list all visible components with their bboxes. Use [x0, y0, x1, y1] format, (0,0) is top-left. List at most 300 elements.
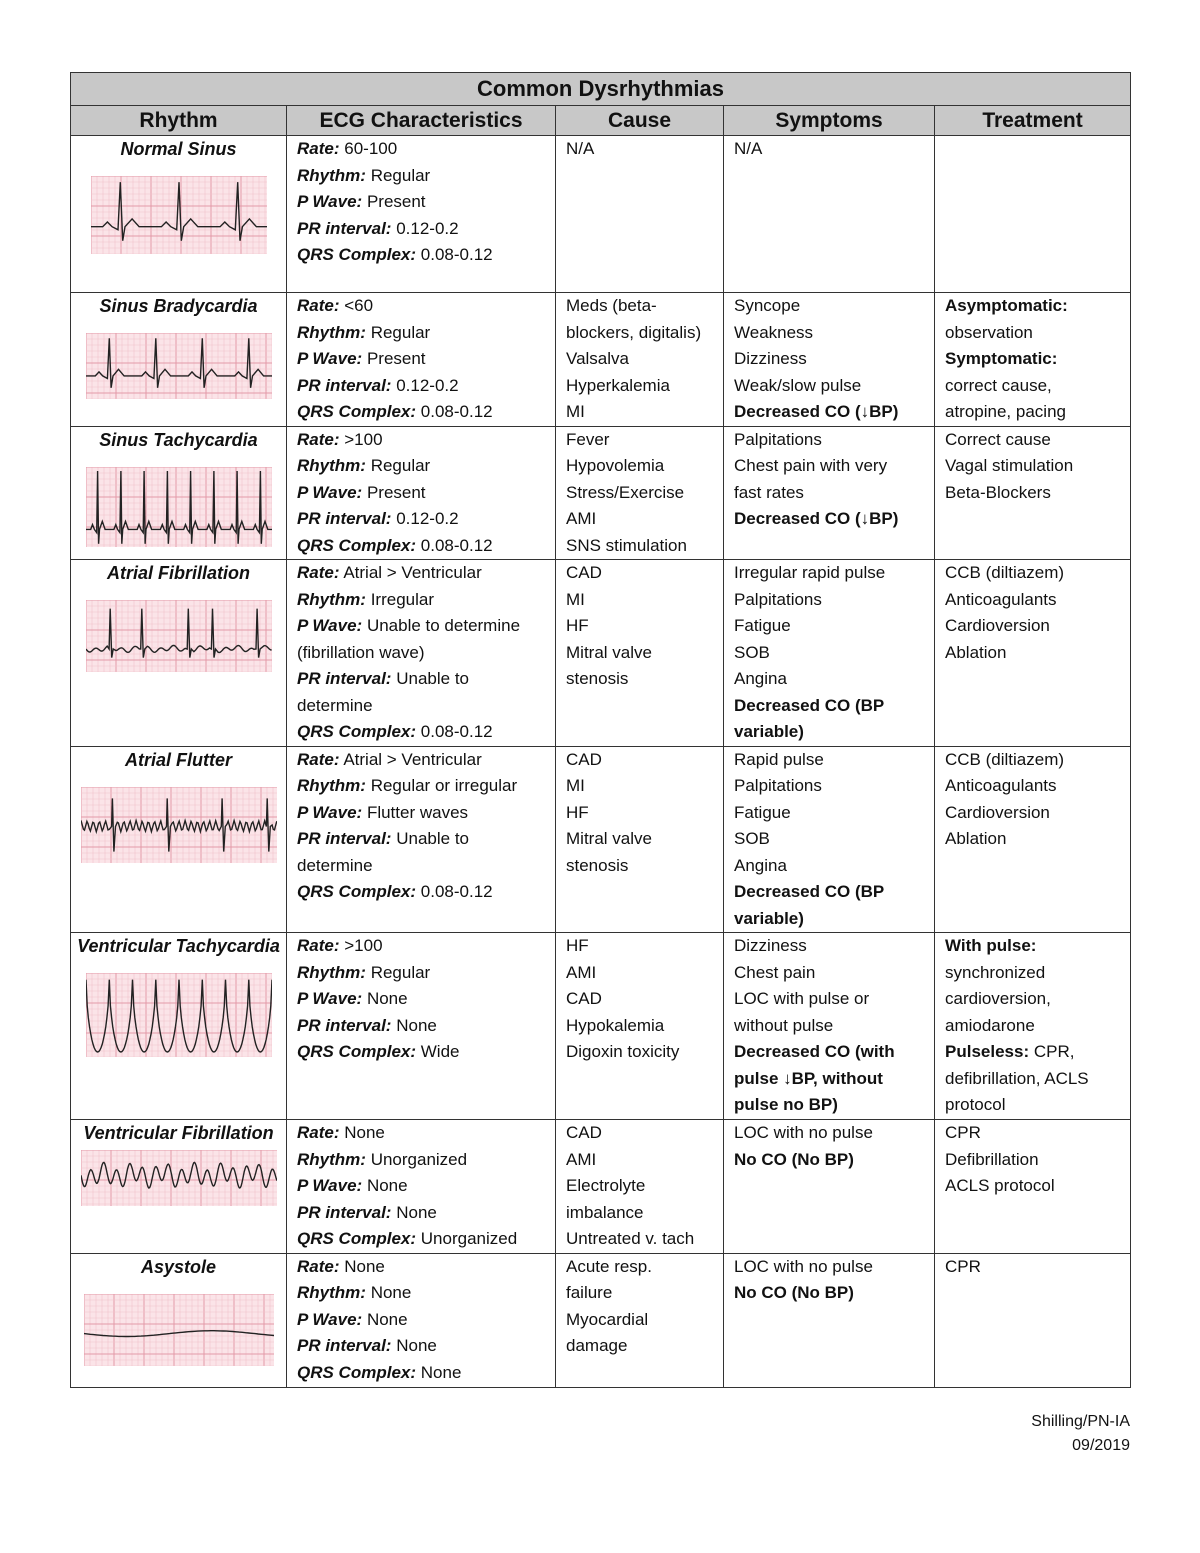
- cause-item: HF: [566, 616, 589, 635]
- qrs-complex-label: QRS Complex:: [297, 1042, 417, 1061]
- pr-interval-line: [297, 1333, 547, 1360]
- rate-label: Rate:: [297, 1256, 340, 1276]
- pr-interval-label: PR interval:: [297, 669, 392, 688]
- symptom-item: Chest pain: [734, 962, 816, 982]
- cause-item: SNS stimulation: [566, 535, 687, 555]
- p-wave-line: [297, 480, 547, 507]
- pr-interval-label: PR interval:: [297, 1202, 392, 1222]
- ecg-strip-sinus-brady: [86, 333, 272, 399]
- rate-line: [297, 747, 547, 774]
- cause-item: failure: [566, 1283, 613, 1302]
- rhythm-cell: [71, 293, 287, 427]
- pr-interval-label: PR interval:: [297, 509, 392, 528]
- p-wave-label: P Wave:: [297, 616, 363, 635]
- qrs-complex-line: [297, 533, 547, 560]
- cause-cell: [556, 560, 724, 747]
- treatment-text: correct cause,: [945, 375, 1052, 395]
- header-ecg-characteristics: ECG Characteristics: [287, 106, 556, 136]
- p-wave-label: P Wave:: [297, 989, 363, 1008]
- rhythm-name: Sinus Tachycardia: [99, 429, 258, 450]
- treatment-cell: [935, 560, 1131, 747]
- treatment-text: amiodarone: [945, 1015, 1035, 1035]
- symptom-item: SOB: [734, 829, 770, 848]
- rhythm-value: Irregular: [370, 589, 434, 609]
- p-wave-value: Present: [366, 349, 426, 368]
- symptoms-cell: [724, 560, 935, 747]
- pr-interval-value: None: [396, 1202, 437, 1222]
- rhythm-cell: [71, 426, 287, 560]
- treatment-item: [945, 480, 1122, 507]
- rate-value: >100: [344, 429, 383, 449]
- ecg-characteristics-cell: [287, 136, 556, 293]
- pr-interval-label: PR interval:: [297, 1015, 392, 1035]
- rhythm-label: Rhythm:: [297, 776, 366, 795]
- symptom-item-emphasis: No CO (No BP): [734, 1149, 854, 1169]
- rate-line: [297, 1254, 547, 1281]
- treatment-item: [945, 960, 1122, 987]
- rate-label: Rate:: [297, 749, 340, 769]
- symptom-item: Dizziness: [734, 349, 807, 368]
- rhythm-label: Rhythm:: [297, 962, 366, 982]
- cause-item: HF: [566, 936, 589, 955]
- rate-line: [297, 136, 547, 163]
- cause-cell: [556, 426, 724, 560]
- footer-author: Shilling/PN-IA: [1031, 1413, 1130, 1430]
- pr-interval-value: 0.12-0.2: [396, 509, 459, 528]
- cause-item: CAD: [566, 989, 602, 1008]
- pr-interval-value: None: [396, 1015, 437, 1035]
- symptoms-cell: [724, 293, 935, 427]
- treatment-item: [945, 1039, 1122, 1066]
- symptoms-cell: [724, 1253, 935, 1387]
- treatment-text: Vagal stimulation: [945, 456, 1074, 475]
- cause-item: Mitral valve: [566, 642, 652, 662]
- cause-cell: [556, 1120, 724, 1254]
- header-cause: Cause: [556, 106, 724, 136]
- cause-item: Myocardial: [566, 1309, 649, 1329]
- treatment-item: [945, 427, 1122, 454]
- treatment-item: [945, 1254, 1122, 1281]
- rhythm-name: Atrial Flutter: [124, 749, 232, 770]
- qrs-complex-value: 0.08-0.12: [420, 535, 493, 555]
- table-row: [71, 293, 1131, 427]
- treatment-text: Symptomatic:: [945, 349, 1058, 368]
- ecg-strip-sinus-tachy: [86, 467, 272, 547]
- p-wave-line: [297, 800, 547, 827]
- rate-value: 60-100: [344, 139, 398, 158]
- table-title: Common Dysrhythmias: [71, 73, 1131, 106]
- rate-line: [297, 427, 547, 454]
- treatment-item: [945, 560, 1122, 587]
- pr-interval-line: [297, 666, 547, 719]
- pr-interval-value: Unable to determine: [297, 669, 469, 715]
- ecg-strip-afib: [86, 600, 272, 672]
- p-wave-label: P Wave:: [297, 1176, 363, 1195]
- pr-interval-line: [297, 216, 547, 243]
- qrs-complex-line: [297, 879, 547, 906]
- treatment-cell: [935, 1120, 1131, 1254]
- symptom-item-emphasis: Decreased CO (↓BP): [734, 402, 899, 421]
- p-wave-line: [297, 346, 547, 373]
- qrs-complex-label: QRS Complex:: [297, 1362, 417, 1382]
- pr-interval-label: PR interval:: [297, 1336, 392, 1355]
- rhythm-label: Rhythm:: [297, 322, 366, 342]
- rhythm-cell: [71, 1253, 287, 1387]
- treatment-item: [945, 1066, 1122, 1093]
- treatment-text: observation: [945, 322, 1033, 342]
- p-wave-value: Flutter waves: [366, 802, 469, 822]
- treatment-text: Ablation: [945, 829, 1007, 848]
- rhythm-cell: [71, 746, 287, 933]
- rate-label: Rate:: [297, 429, 340, 449]
- qrs-complex-value: None: [420, 1362, 462, 1382]
- treatment-text: Ablation: [945, 642, 1007, 662]
- cause-item: AMI: [566, 962, 597, 982]
- rate-value: Atrial > Ventricular: [343, 563, 482, 582]
- ecg-characteristics-cell: [287, 746, 556, 933]
- symptom-item: Fatigue: [734, 802, 791, 822]
- treatment-cell: [935, 746, 1131, 933]
- rate-value: <60: [344, 296, 374, 315]
- treatment-item: [945, 373, 1122, 400]
- rhythm-line: [297, 960, 547, 987]
- symptom-item: SOB: [734, 642, 770, 662]
- treatment-cell: [935, 293, 1131, 427]
- treatment-text: Cardioversion: [945, 802, 1050, 822]
- symptom-item: Palpitations: [734, 776, 822, 795]
- cause-item: imbalance: [566, 1202, 644, 1222]
- symptom-item: Palpitations: [734, 429, 822, 449]
- rhythm-value: Regular: [370, 456, 431, 475]
- p-wave-value: Unable to determine (fibrillation wave): [297, 616, 521, 662]
- cause-item: MI: [566, 402, 585, 421]
- symptom-item: fast rates: [734, 482, 804, 502]
- pr-interval-label: PR interval:: [297, 218, 392, 238]
- qrs-complex-line: [297, 1360, 547, 1387]
- treatment-item: [945, 613, 1122, 640]
- symptom-item: Weak/slow pulse: [734, 375, 862, 395]
- p-wave-line: [297, 613, 547, 666]
- treatment-item: [945, 399, 1122, 426]
- table-row: [71, 1253, 1131, 1387]
- treatment-item: [945, 293, 1122, 320]
- rhythm-label: Rhythm:: [297, 589, 366, 609]
- rhythm-label: Rhythm:: [297, 456, 366, 475]
- treatment-text: Correct cause: [945, 429, 1051, 449]
- treatment-cell: [935, 933, 1131, 1120]
- treatment-text: ACLS protocol: [945, 1176, 1055, 1195]
- rate-label: Rate:: [297, 936, 340, 955]
- p-wave-value: None: [366, 1176, 408, 1195]
- treatment-item: [945, 587, 1122, 614]
- rate-line: [297, 1120, 547, 1147]
- rhythm-label: Rhythm:: [297, 165, 366, 185]
- p-wave-value: Present: [366, 192, 426, 211]
- p-wave-label: P Wave:: [297, 192, 363, 211]
- table-row: [71, 1120, 1131, 1254]
- rate-value: None: [344, 1256, 385, 1276]
- rhythm-cell: [71, 1120, 287, 1254]
- rhythm-value: Unorganized: [370, 1149, 468, 1169]
- treatment-item: [945, 1147, 1122, 1174]
- rate-label: Rate:: [297, 139, 340, 158]
- rhythm-line: [297, 773, 547, 800]
- treatment-text: CPR: [945, 1123, 981, 1142]
- rhythm-line: [297, 453, 547, 480]
- rate-line: [297, 933, 547, 960]
- rhythm-name: Normal Sinus: [120, 139, 237, 159]
- cause-item: Hypovolemia: [566, 456, 665, 475]
- treatment-text: With pulse:: [945, 936, 1037, 955]
- symptom-item-emphasis: variable): [734, 722, 804, 741]
- ecg-strip-asystole: [84, 1294, 274, 1366]
- cause-item: Hyperkalemia: [566, 375, 670, 395]
- footer-date: 09/2019: [1072, 1437, 1130, 1454]
- cause-cell: [556, 293, 724, 427]
- symptom-item: Angina: [734, 855, 787, 875]
- symptom-item-emphasis: Decreased CO (↓BP): [734, 509, 899, 528]
- symptom-item: LOC with pulse or: [734, 989, 870, 1008]
- rhythm-line: [297, 1280, 547, 1307]
- symptoms-cell: [724, 136, 935, 293]
- symptoms-cell: [724, 426, 935, 560]
- p-wave-line: [297, 1307, 547, 1334]
- treatment-text: CPR: [945, 1256, 981, 1276]
- rhythm-line: [297, 587, 547, 614]
- cause-item: Electrolyte: [566, 1176, 646, 1195]
- treatment-text-rest: CPR,: [1029, 1042, 1075, 1061]
- qrs-complex-label: QRS Complex:: [297, 535, 417, 555]
- footer: [1031, 1410, 1130, 1458]
- rhythm-name: Atrial Fibrillation: [106, 563, 250, 583]
- qrs-complex-value: 0.08-0.12: [420, 722, 493, 741]
- cause-cell: [556, 746, 724, 933]
- ecg-characteristics-cell: [287, 1120, 556, 1254]
- cause-item: HF: [566, 802, 589, 822]
- symptom-item-emphasis: pulse no BP): [734, 1095, 838, 1114]
- symptom-item: N/A: [734, 139, 763, 158]
- cause-item: blockers, digitalis): [566, 322, 702, 342]
- qrs-complex-value: 0.08-0.12: [420, 882, 493, 901]
- p-wave-line: [297, 986, 547, 1013]
- treatment-cell: [935, 426, 1131, 560]
- pr-interval-line: [297, 506, 547, 533]
- pr-interval-value: 0.12-0.2: [396, 218, 459, 238]
- symptoms-cell: [724, 933, 935, 1120]
- symptom-item: without pulse: [734, 1015, 834, 1035]
- cause-item: Acute resp.: [566, 1256, 652, 1276]
- qrs-complex-line: [297, 719, 547, 746]
- treatment-text: synchronized: [945, 962, 1046, 982]
- pr-interval-line: [297, 1200, 547, 1227]
- rhythm-line: [297, 1147, 547, 1174]
- symptoms-cell: [724, 1120, 935, 1254]
- qrs-complex-label: QRS Complex:: [297, 1229, 417, 1248]
- pr-interval-line: [297, 1013, 547, 1040]
- symptoms-cell: [724, 746, 935, 933]
- treatment-item: [945, 800, 1122, 827]
- rhythm-cell: [71, 560, 287, 747]
- treatment-text: Cardioversion: [945, 616, 1050, 635]
- treatment-text: Anticoagulants: [945, 589, 1057, 609]
- rhythm-cell: [71, 933, 287, 1120]
- symptom-item-emphasis: variable): [734, 908, 804, 928]
- cause-item: MI: [566, 589, 585, 609]
- treatment-text: defibrillation, ACLS: [945, 1068, 1089, 1088]
- header-symptoms: Symptoms: [724, 106, 935, 136]
- treatment-text: Anticoagulants: [945, 776, 1057, 795]
- cause-cell: [556, 1253, 724, 1387]
- rhythm-line: [297, 163, 547, 190]
- pr-interval-value: 0.12-0.2: [396, 375, 459, 395]
- cause-item: Valsalva: [566, 349, 629, 368]
- ecg-characteristics-cell: [287, 1253, 556, 1387]
- symptom-item: Irregular rapid pulse: [734, 563, 886, 582]
- rhythm-value: Regular: [370, 962, 431, 982]
- rate-line: [297, 293, 547, 320]
- symptom-item: Weakness: [734, 322, 814, 342]
- ecg-strip-normal-sinus: [91, 176, 267, 254]
- table-row: [71, 560, 1131, 747]
- rhythm-value: Regular or irregular: [370, 776, 518, 795]
- ecg-characteristics-cell: [287, 426, 556, 560]
- symptom-item-emphasis: pulse ↓BP, without: [734, 1068, 883, 1088]
- qrs-complex-label: QRS Complex:: [297, 402, 417, 421]
- symptom-item: LOC with no pulse: [734, 1256, 873, 1276]
- pr-interval-line: [297, 826, 547, 879]
- table-row: [71, 136, 1131, 293]
- cause-item: AMI: [566, 1149, 597, 1169]
- cause-item: Fever: [566, 429, 610, 449]
- cause-item: Stress/Exercise: [566, 482, 685, 502]
- treatment-item: [945, 453, 1122, 480]
- treatment-item: [945, 826, 1122, 853]
- rhythm-value: Regular: [370, 165, 431, 185]
- treatment-item: [945, 346, 1122, 373]
- ecg-grid-background: [86, 333, 272, 399]
- pr-interval-label: PR interval:: [297, 829, 392, 848]
- qrs-complex-line: [297, 242, 547, 269]
- pr-interval-line: [297, 373, 547, 400]
- treatment-item: [945, 320, 1122, 347]
- table-row: [71, 426, 1131, 560]
- qrs-complex-line: [297, 399, 547, 426]
- cause-item: stenosis: [566, 855, 629, 875]
- qrs-complex-value: 0.08-0.12: [420, 245, 493, 264]
- rhythm-name: Ventricular Fibrillation: [83, 1123, 274, 1143]
- rate-line: [297, 560, 547, 587]
- rate-value: None: [344, 1123, 385, 1142]
- p-wave-label: P Wave:: [297, 349, 363, 368]
- p-wave-value: Present: [366, 482, 426, 502]
- treatment-item: [945, 933, 1122, 960]
- cause-item: stenosis: [566, 669, 629, 688]
- symptom-item-emphasis: Decreased CO (BP: [734, 882, 885, 901]
- treatment-text: protocol: [945, 1095, 1006, 1114]
- symptom-item-emphasis: Decreased CO (BP: [734, 695, 885, 715]
- header-rhythm: Rhythm: [71, 106, 287, 136]
- treatment-item: [945, 1173, 1122, 1200]
- treatment-text: Defibrillation: [945, 1149, 1039, 1169]
- p-wave-label: P Wave:: [297, 1309, 363, 1329]
- treatment-text: CCB (diltiazem): [945, 749, 1065, 769]
- qrs-complex-value: Unorganized: [420, 1229, 518, 1248]
- cause-item: CAD: [566, 563, 602, 582]
- treatment-text: Pulseless:: [945, 1042, 1030, 1061]
- qrs-complex-label: QRS Complex:: [297, 882, 417, 901]
- rhythm-label: Rhythm:: [297, 1283, 366, 1302]
- table-row: [71, 933, 1131, 1120]
- symptom-item: Rapid pulse: [734, 749, 824, 769]
- qrs-complex-label: QRS Complex:: [297, 245, 417, 264]
- p-wave-label: P Wave:: [297, 482, 363, 502]
- rate-value: >100: [344, 936, 383, 955]
- cause-item: N/A: [566, 139, 595, 158]
- cause-item: CAD: [566, 1123, 602, 1142]
- symptom-item-emphasis: No CO (No BP): [734, 1283, 854, 1302]
- p-wave-value: None: [366, 989, 408, 1008]
- rhythm-name: Ventricular Tachycardia: [77, 936, 280, 956]
- symptom-item: Chest pain with very: [734, 456, 888, 475]
- treatment-text: Asymptomatic:: [945, 296, 1068, 315]
- treatment-item: [945, 986, 1122, 1013]
- cause-item: MI: [566, 776, 585, 795]
- p-wave-line: [297, 1173, 547, 1200]
- rhythm-value: None: [370, 1283, 412, 1302]
- treatment-text: atropine, pacing: [945, 402, 1066, 421]
- ecg-characteristics-cell: [287, 560, 556, 747]
- ecg-strip-vtach: [86, 973, 272, 1057]
- ecg-strip-vfib: [81, 1150, 277, 1206]
- cause-item: Mitral valve: [566, 829, 652, 848]
- symptom-item-emphasis: Decreased CO (with: [734, 1042, 895, 1061]
- cause-item: Meds (beta-: [566, 296, 657, 315]
- pr-interval-value: None: [396, 1336, 437, 1355]
- cause-cell: [556, 933, 724, 1120]
- rhythm-name: Sinus Bradycardia: [99, 296, 258, 316]
- symptom-item: Dizziness: [734, 936, 807, 955]
- treatment-item: [945, 1120, 1122, 1147]
- cause-item: Untreated v. tach: [566, 1229, 695, 1248]
- symptom-item: Fatigue: [734, 616, 791, 635]
- treatment-cell: [935, 1253, 1131, 1387]
- ecg-strip-aflutter: [81, 787, 277, 863]
- dysrhythmia-table: [70, 72, 1131, 1388]
- treatment-item: [945, 1092, 1122, 1119]
- rate-label: Rate:: [297, 563, 340, 582]
- p-wave-value: None: [366, 1309, 408, 1329]
- rhythm-line: [297, 320, 547, 347]
- table-row: [71, 746, 1131, 933]
- qrs-complex-value: Wide: [420, 1042, 460, 1061]
- rhythm-value: Regular: [370, 322, 431, 342]
- p-wave-label: P Wave:: [297, 802, 363, 822]
- cause-item: Hypokalemia: [566, 1015, 665, 1035]
- treatment-text: Beta-Blockers: [945, 482, 1051, 502]
- rhythm-name: Asystole: [140, 1256, 217, 1277]
- rhythm-label: Rhythm:: [297, 1149, 366, 1169]
- rate-label: Rate:: [297, 1123, 340, 1142]
- qrs-complex-line: [297, 1039, 547, 1066]
- treatment-cell: [935, 136, 1131, 293]
- rhythm-cell: [71, 136, 287, 293]
- symptom-item: Palpitations: [734, 589, 822, 609]
- symptom-item: Angina: [734, 669, 787, 688]
- ecg-characteristics-cell: [287, 293, 556, 427]
- treatment-item: [945, 640, 1122, 667]
- treatment-item: [945, 1013, 1122, 1040]
- header-treatment: Treatment: [935, 106, 1131, 136]
